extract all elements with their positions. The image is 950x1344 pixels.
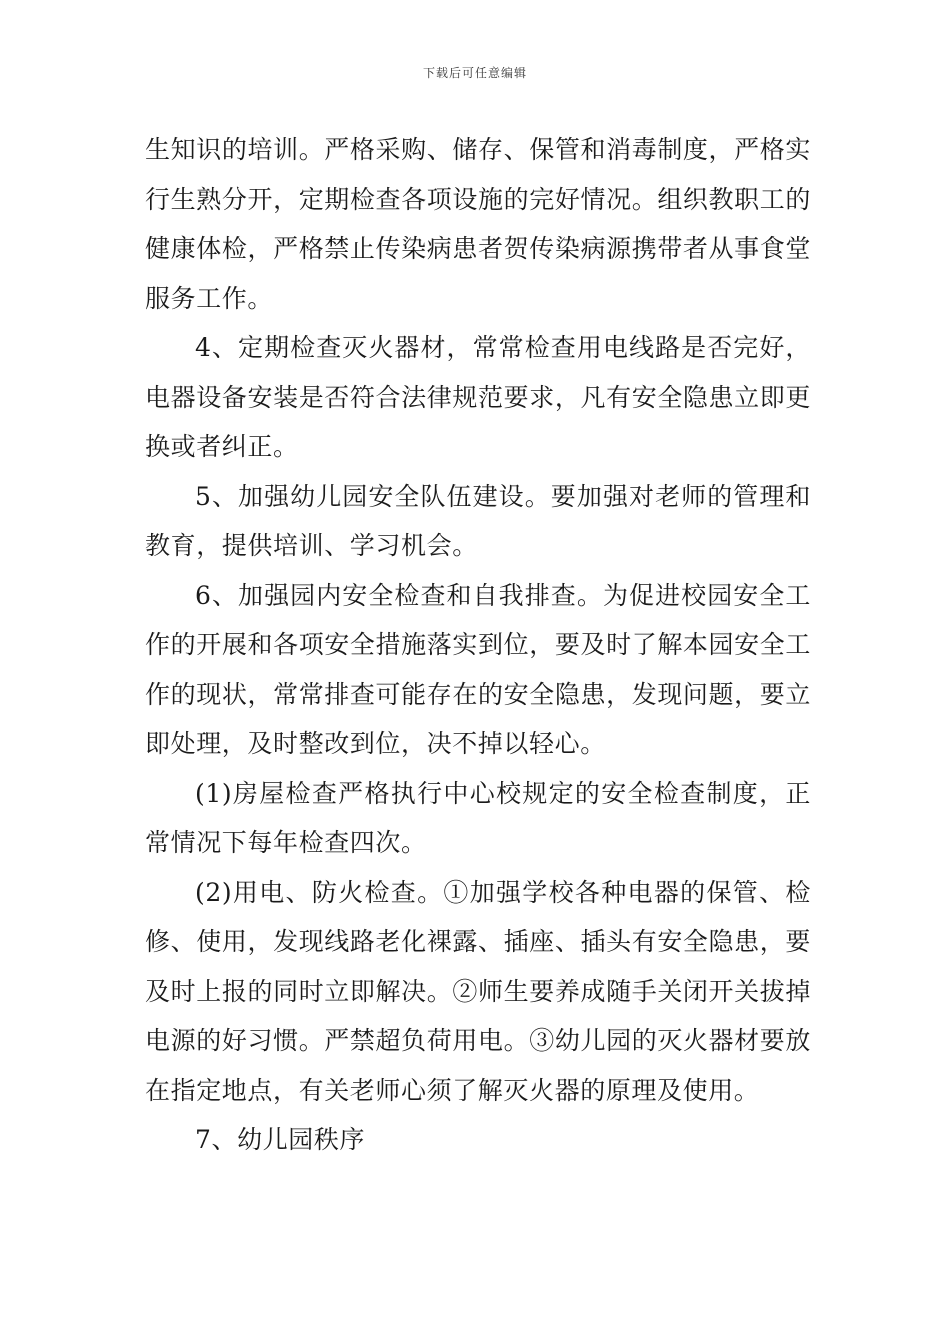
- paragraph-sub-item-1: (1)房屋检查严格执行中心校规定的安全检查制度，正常情况下每年检查四次。: [145, 778, 811, 857]
- paragraph-item-6: 6、加强园内安全检查和自我排查。为促进校园安全工作的开展和各项安全措施落实到位，要及时了解本园安全工作的现状，常常排查可能存在的安全隐患，发现问题，要立即处理，及时整改到位，决不掉以轻心。: [145, 580, 811, 758]
- page-header: 下载后可任意编辑: [422, 66, 527, 80]
- paragraph-hygiene-continuation: 生知识的培训。严格采购、储存、保管和消毒制度，严格实行生熟分开，定期检查各项设施的完好情况。组织教职工的健康体检，严格禁止传染病患者贺传染病源携带者从事食堂服务工作。: [145, 135, 811, 313]
- document-body: [145, 125, 811, 1165]
- paragraph-item-7: 7、幼儿园秩序: [195, 1125, 366, 1154]
- paragraph-sub-item-2: (2)用电、防火检查。①加强学校各种电器的保管、检修、使用，发现线路老化裸露、插座、插头有安全隐患，要及时上报的同时立即解决。②师生要养成随手关闭开关拔掉电源的好习惯。严禁超负荷用电。③幼儿园的灭火器材要放在指定地点，有关老师心须了解灭火器的原理及使用。: [145, 877, 811, 1105]
- paragraph-item-5: 5、加强幼儿园安全队伍建设。要加强对老师的管理和教育，提供培训、学习机会。: [145, 481, 811, 560]
- paragraph-item-4: 4、定期检查灭火器材，常常检查用电线路是否完好，电器设备安装是否符合法律规范要求，凡有安全隐患立即更换或者纠正。: [145, 333, 811, 461]
